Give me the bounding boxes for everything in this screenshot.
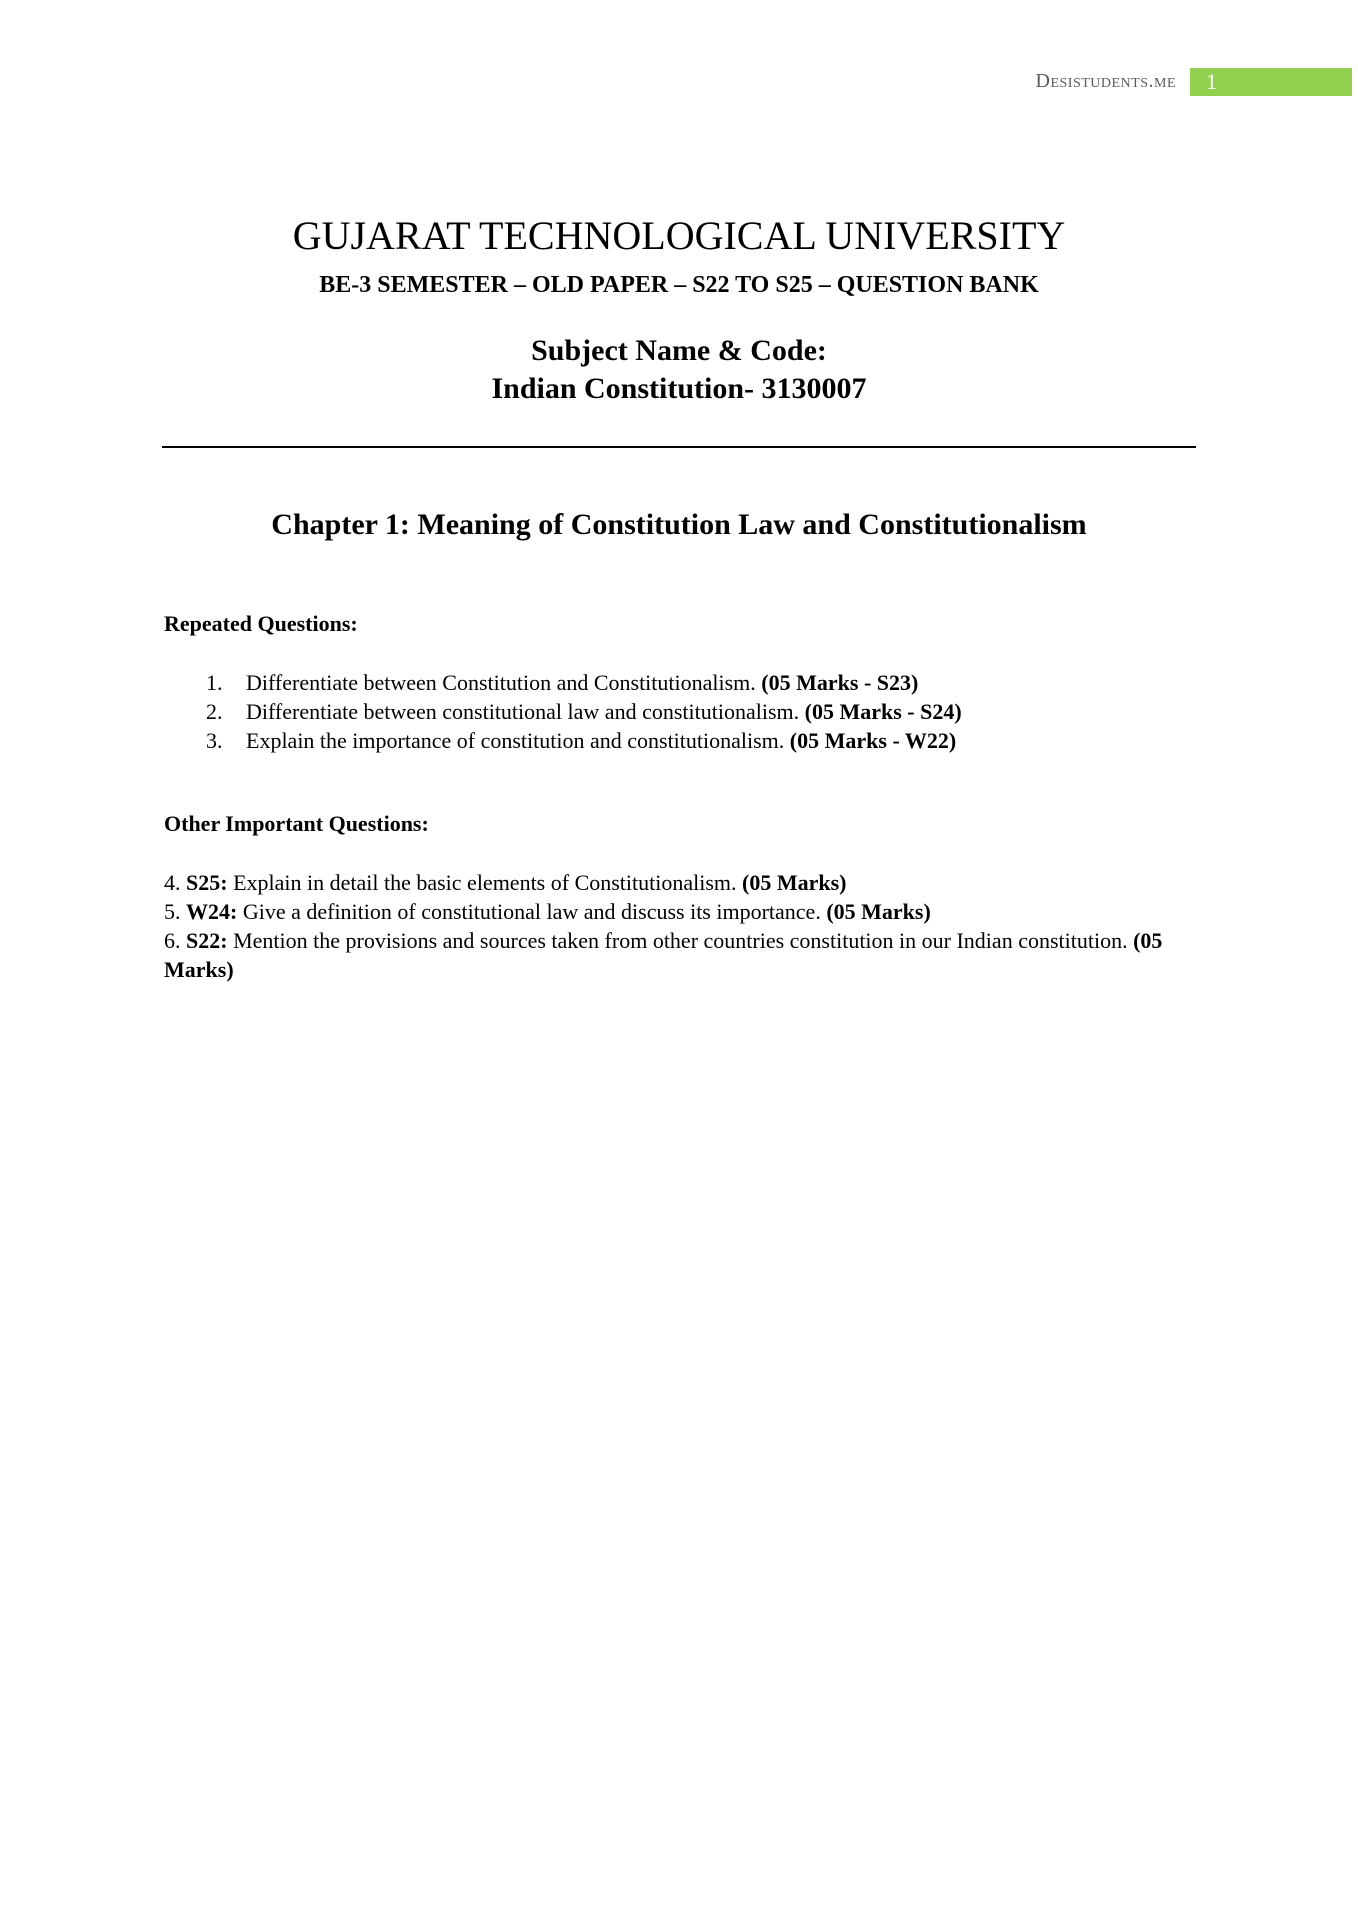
header-site-name: Desistudents.me xyxy=(1035,70,1176,92)
question-code: S22: xyxy=(186,928,228,953)
repeated-questions-heading: Repeated Questions: xyxy=(164,611,358,636)
university-title: GUJARAT TECHNOLOGICAL UNIVERSITY xyxy=(292,213,1066,258)
question-text: Differentiate between constitutional law and constitutionalism. xyxy=(246,699,800,724)
question-marks: (05 Marks) xyxy=(742,870,847,895)
question-code: W24: xyxy=(186,899,238,924)
document-subtitle: BE-3 SEMESTER – OLD PAPER – S22 TO S25 – QUESTION BANK xyxy=(319,272,1039,298)
item-number: 4. xyxy=(164,870,181,895)
subject-label: Subject Name & Code: xyxy=(531,334,827,367)
list-item xyxy=(164,926,1164,984)
list-item xyxy=(164,697,1204,726)
question-text: Explain the importance of constitution and constitutionalism. xyxy=(246,728,785,753)
question-marks: (05 Marks - S24) xyxy=(804,699,962,724)
question-text: Mention the provisions and sources taken from other countries constitution in our Indian constitution. xyxy=(233,928,1128,953)
question-marks: (05 Marks) xyxy=(164,928,1163,982)
repeated-questions-list xyxy=(164,668,1204,755)
other-questions-list xyxy=(164,868,1164,984)
page-number: 1 xyxy=(1206,69,1217,94)
list-item xyxy=(164,726,1204,755)
question-code: S25: xyxy=(186,870,228,895)
question-marks: (05 Marks) xyxy=(826,899,931,924)
list-item xyxy=(164,868,1164,897)
subject-name: Indian Constitution- 3130007 xyxy=(491,372,867,405)
question-text: Differentiate between Constitution and Constitutionalism. xyxy=(246,670,756,695)
item-number: 6. xyxy=(164,928,181,953)
chapter-title: Chapter 1: Meaning of Constitution Law and Constitutionalism xyxy=(271,508,1087,541)
horizontal-divider xyxy=(162,446,1196,448)
item-number: 3. xyxy=(206,728,223,753)
question-marks: (05 Marks - W22) xyxy=(789,728,957,753)
item-number: 1. xyxy=(206,670,223,695)
question-text: Give a definition of constitutional law and discuss its importance. xyxy=(242,899,821,924)
question-text: Explain in detail the basic elements of Constitutionalism. xyxy=(233,870,737,895)
list-item xyxy=(164,668,1204,697)
other-questions-heading: Other Important Questions: xyxy=(164,811,429,836)
question-marks: (05 Marks - S23) xyxy=(761,670,919,695)
page-header xyxy=(0,68,1358,98)
item-number: 2. xyxy=(206,699,223,724)
page-number-box xyxy=(1190,68,1352,96)
list-item xyxy=(164,897,1164,926)
item-number: 5. xyxy=(164,899,181,924)
